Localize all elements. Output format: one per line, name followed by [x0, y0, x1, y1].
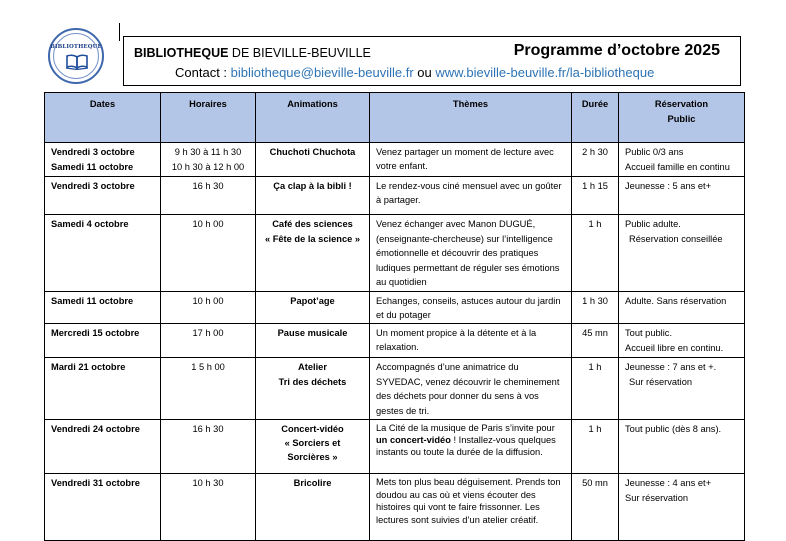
text-cursor — [119, 23, 120, 41]
cell-reservation — [619, 292, 745, 324]
table-row — [45, 324, 745, 358]
theme-text: ! Installez-vous quelques instants ou toute la durée de la diffusion. — [376, 435, 556, 457]
table-row — [45, 177, 745, 215]
reservation-text: Tout public (dès 8 ans). — [625, 424, 722, 434]
cell-duree: 1 h — [572, 215, 619, 292]
cell-reservation — [619, 474, 745, 541]
theme-text-bold: un concert-vidéo — [376, 435, 451, 445]
reservation-text: Sur réservation — [625, 493, 689, 503]
cell-date — [45, 177, 161, 215]
library-name-bold: BIBLIOTHEQUE — [134, 46, 229, 60]
time-text: 10 h 00 — [192, 296, 224, 306]
col-header-reservation-label: Réservation — [654, 99, 709, 109]
cell-theme: Un moment propice à la détente et à la relaxation. — [370, 324, 572, 358]
col-header-public-label: Public — [667, 114, 696, 124]
cell-animation — [256, 358, 370, 420]
cell-horaire — [161, 292, 256, 324]
reservation-text: Sur réservation — [629, 377, 693, 387]
reservation-text: Jeunesse : 5 ans et+ — [625, 181, 712, 191]
email-link[interactable]: bibliotheque@bieville-beuville.fr — [230, 65, 414, 80]
theme-text: La Cité de la musique de Paris s’invite pour — [376, 423, 555, 433]
cell-horaire — [161, 215, 256, 292]
cell-duree: 45 mn — [572, 324, 619, 358]
cell-animation — [256, 420, 370, 474]
col-header-animations: Animations — [256, 93, 370, 143]
cell-date — [45, 292, 161, 324]
cell-reservation — [619, 358, 745, 420]
animation-text: Bricolire — [293, 478, 332, 488]
cell-duree: 1 h — [572, 358, 619, 420]
animation-text: « Fête de la science » — [264, 234, 361, 244]
table-row — [45, 358, 745, 420]
open-book-icon — [66, 54, 88, 70]
cell-duree: 50 mn — [572, 474, 619, 541]
cell-theme: Venez partager un moment de lecture avec votre enfant. — [370, 143, 572, 177]
cell-animation — [256, 324, 370, 358]
reservation-text: Jeunesse : 4 ans et+ — [625, 478, 712, 488]
animation-text: Ça clap à la bibli ! — [273, 181, 352, 191]
col-header-duree: Durée — [572, 93, 619, 143]
date-text: Vendredi 3 octobre — [51, 181, 135, 191]
cell-duree: 1 h — [572, 420, 619, 474]
cell-theme — [370, 420, 572, 474]
cell-animation — [256, 292, 370, 324]
cell-horaire — [161, 420, 256, 474]
cell-duree: 1 h 15 — [572, 177, 619, 215]
library-name — [134, 46, 371, 60]
cell-date — [45, 420, 161, 474]
date-text: Mardi 21 octobre — [51, 362, 126, 372]
reservation-text: Tout public. — [625, 328, 673, 338]
cell-date — [45, 474, 161, 541]
reservation-text: Accueil libre en continu. — [625, 343, 724, 353]
animation-text: Papot’age — [290, 296, 335, 306]
program-table — [44, 92, 745, 541]
website-link[interactable]: www.bieville-beuville.fr/la-bibliotheque — [435, 65, 655, 80]
time-text: 10 h 30 — [192, 478, 224, 488]
time-text: 10 h 00 — [192, 219, 224, 229]
date-text: Samedi 4 octobre — [51, 219, 129, 229]
or-text: ou — [413, 65, 436, 80]
date-text: Mercredi 15 octobre — [51, 328, 140, 338]
cell-horaire — [161, 143, 256, 177]
time-text: 16 h 30 — [192, 181, 224, 191]
header-box — [123, 36, 741, 86]
contact-line — [175, 65, 654, 80]
cell-horaire — [161, 324, 256, 358]
cell-reservation — [619, 420, 745, 474]
date-text: Vendredi 31 octobre — [51, 478, 140, 488]
date-text: Vendredi 3 octobre — [51, 147, 135, 157]
cell-animation — [256, 177, 370, 215]
date-text: Vendredi 24 octobre — [51, 424, 140, 434]
program-title: Programme d’octobre 2025 — [513, 42, 720, 59]
table-row — [45, 292, 745, 324]
reservation-text: Adulte. Sans réservation — [625, 296, 727, 306]
cell-theme: Le rendez-vous ciné mensuel avec un goûter à partager. — [370, 177, 572, 215]
reservation-text: Accueil famille en continu — [625, 162, 730, 172]
animation-text: Café des sciences — [272, 219, 353, 229]
time-text: 1 5 h 00 — [191, 362, 225, 372]
reservation-text: Public adulte. — [625, 219, 681, 229]
cell-date — [45, 358, 161, 420]
cell-reservation — [619, 215, 745, 292]
animation-text: Atelier — [298, 362, 327, 372]
table-row — [45, 215, 745, 292]
cell-theme: Accompagnés d’une animatrice du SYVEDAC, venez découvrir le cheminement des déchets pour donner du sens à vos gestes de tri. — [370, 358, 572, 420]
contact-label: Contact : — [175, 65, 231, 80]
table-header-row — [45, 93, 745, 143]
cell-duree: 2 h 30 — [572, 143, 619, 177]
cell-animation — [256, 215, 370, 292]
date-text: Samedi 11 octobre — [51, 162, 134, 172]
library-name-rest: DE BIEVILLE-BEUVILLE — [228, 46, 371, 60]
col-header-themes: Thèmes — [370, 93, 572, 143]
cell-animation — [256, 143, 370, 177]
reservation-text: Public 0/3 ans — [625, 147, 684, 157]
animation-text: « Sorciers et — [284, 438, 341, 448]
animation-text: Tri des déchets — [278, 377, 347, 387]
col-header-horaires: Horaires — [161, 93, 256, 143]
table-row — [45, 474, 745, 541]
table-row — [45, 143, 745, 177]
col-header-reservation — [619, 93, 745, 143]
cell-theme: Venez échanger avec Manon DUGUÉ, (enseignante-chercheuse) sur l’intelligence émotionnelle et découvrir des pratiques ludiques permettant de réguler ses émotions au quotidien — [370, 215, 572, 292]
cell-date — [45, 143, 161, 177]
reservation-text: Jeunesse : 7 ans et +. — [625, 362, 717, 372]
animation-text: Pause musicale — [277, 328, 348, 338]
table-row — [45, 420, 745, 474]
time-text: 10 h 30 à 12 h 00 — [171, 162, 245, 172]
cell-theme: Mets ton plus beau déguisement. Prends ton doudou au cas où et viens écouter des histoires qui vont te faire frissonner. Les lectures sont suivies d’un atelier créatif. — [370, 474, 572, 541]
cell-reservation — [619, 324, 745, 358]
cell-horaire — [161, 177, 256, 215]
cell-duree: 1 h 30 — [572, 292, 619, 324]
time-text: 17 h 00 — [192, 328, 224, 338]
library-logo — [48, 28, 104, 84]
date-text: Samedi 11 octobre — [51, 296, 134, 306]
cell-date — [45, 215, 161, 292]
cell-date — [45, 324, 161, 358]
cell-reservation — [619, 143, 745, 177]
animation-text: Concert-vidéo — [281, 424, 344, 434]
cell-theme: Echanges, conseils, astuces autour du jardin et du potager — [370, 292, 572, 324]
logo-text: BIBLIOTHEQUE — [50, 44, 102, 50]
time-text: 16 h 30 — [192, 424, 224, 434]
animation-text: Chuchoti Chuchota — [269, 147, 356, 157]
col-header-dates: Dates — [45, 93, 161, 143]
cell-reservation — [619, 177, 745, 215]
cell-animation — [256, 474, 370, 541]
cell-horaire — [161, 358, 256, 420]
reservation-text: Réservation conseillée — [629, 234, 723, 244]
animation-text: Sorcières » — [287, 452, 338, 462]
cell-horaire — [161, 474, 256, 541]
time-text: 9 h 30 à 11 h 30 — [174, 147, 242, 157]
